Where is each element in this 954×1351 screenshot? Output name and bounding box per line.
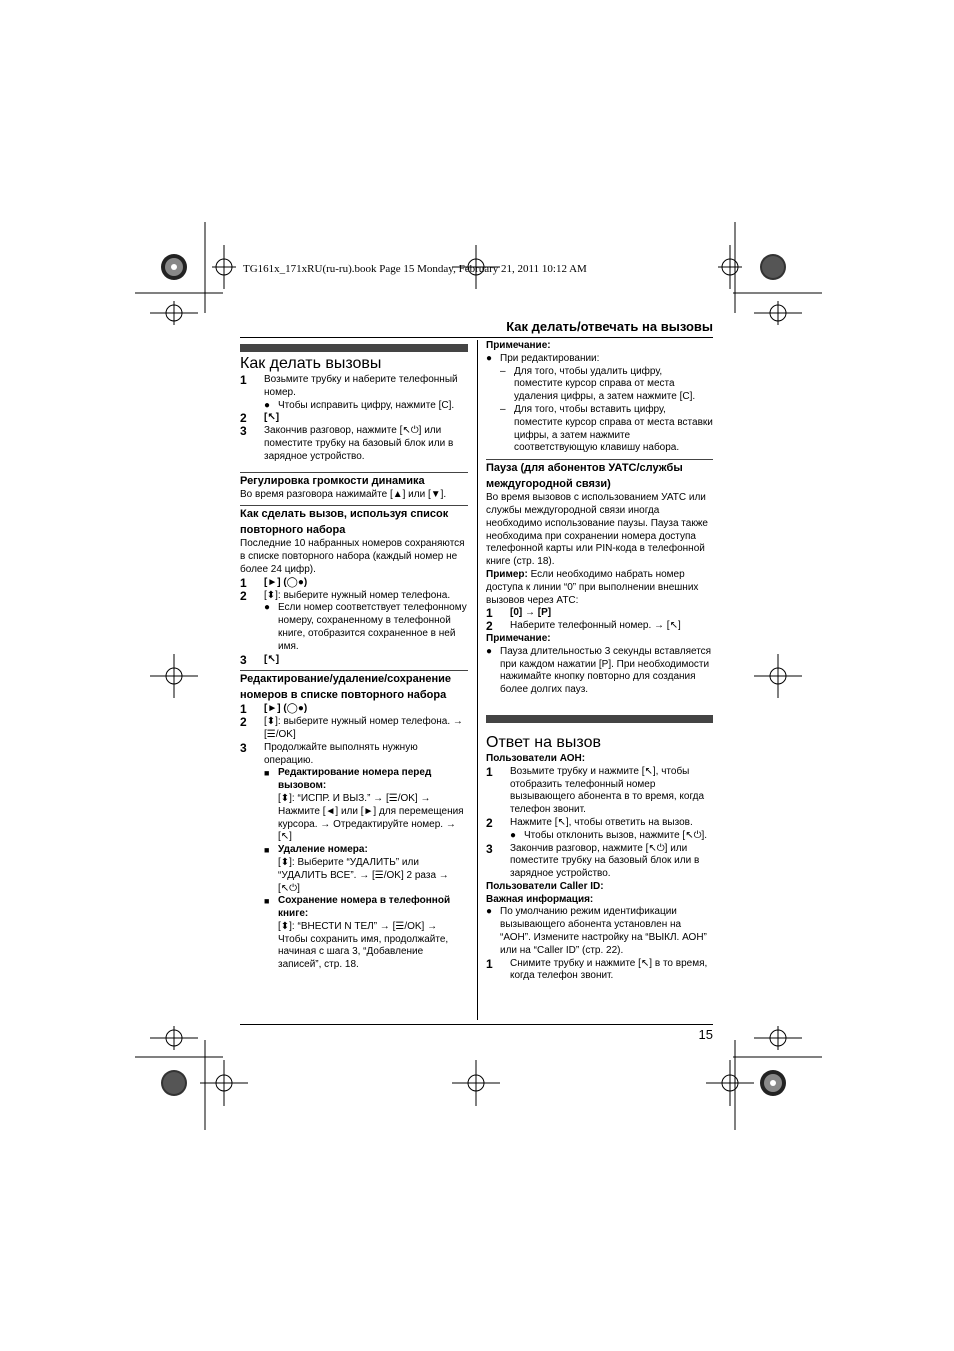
- step-2: 2 Нажмите [↖], чтобы ответить на вызов.: [486, 817, 713, 830]
- step-3: 3 [↖]: [240, 654, 468, 667]
- step-text: [⬍]: выберите нужный номер телефона.: [264, 589, 451, 601]
- running-header: Как делать/отвечать на вызовы: [506, 319, 713, 334]
- bullet: ● Чтобы исправить цифру, нажмите [C].: [264, 399, 455, 411]
- option-text: [⬍]: “ИСПР. И ВЫЗ.” → [☰/OK] → Нажмите [◄] или [►] для перемещения курсора. → Отредактируйте номер. → [↖]: [278, 792, 464, 843]
- example-label: Пример:: [486, 568, 528, 580]
- option-text: [⬍]: “ВНЕСТИ N ТЕЛ” → [☰/OK] → Чтобы сохранить имя, продолжайте, начиная с шага 3, “Добавление записей”, стр. 18.: [278, 920, 449, 971]
- footer-rule: [240, 1024, 713, 1025]
- bullet-text: Пауза длительностью 3 секунды вставляется при каждом нажатии [P]. При необходимости нажимайте кнопку повторно для создания более долгих пауз.: [500, 645, 712, 696]
- section-bar: [240, 344, 468, 352]
- step-text: [►] (◯●): [264, 703, 308, 715]
- step-1: 1 Снимите трубку и нажмите [↖] в то время, когда телефон звонит.: [486, 958, 713, 984]
- volume-text: Во время разговора нажимайте [▲] или [▼].: [240, 488, 447, 500]
- subsection-title-pause: Пауза (для абонентов УАТС/службы междугородной связи): [486, 462, 683, 491]
- subsection-title-edit: Редактирование/удаление/сохранение номеров в списке повторного набора: [240, 673, 451, 702]
- example-text: Если необходимо набрать номер доступа к линии “0” при выполнении внешних вызовов через АТС:: [486, 568, 699, 606]
- step-3: 3 Продолжайте выполнять нужную операцию.: [240, 742, 468, 768]
- step-text: Снимите трубку и нажмите [↖] в то время, когда телефон звонит.: [510, 957, 708, 982]
- bullet: ● При редактировании:: [486, 352, 600, 364]
- dash-item: – Для того, чтобы удалить цифру, поместите курсор справа от места удаления цифры, а затем нажмите [C].: [500, 366, 713, 404]
- bullet-text: Чтобы исправить цифру, нажмите [C].: [278, 399, 455, 411]
- step-text: Закончив разговор, нажмите [↖⏻] или поместите трубку на базовый блок или в зарядное устройство.: [264, 425, 454, 462]
- section-title-calls: Как делать вызовы: [240, 355, 382, 372]
- step-text: [↖]: [264, 412, 280, 424]
- bullet: ● Пауза длительностью 3 секунды вставляется при каждом нажатии [P]. При необходимости нажимайте кнопку повторно для создания более долгих пауз.: [486, 645, 712, 696]
- bullet-text: Чтобы отклонить вызов, нажмите [↖⏻].: [524, 829, 708, 841]
- bullet: ● Чтобы отклонить вызов, нажмите [↖⏻].: [510, 829, 708, 841]
- step-text: Возьмите трубку и нажмите [↖], чтобы отобразить телефонный номер вызывающего абонента в то время, когда телефон звонит.: [510, 765, 705, 816]
- step-text: [↖]: [264, 653, 280, 665]
- option-title: Сохранение номера в телефонной книге:: [278, 895, 451, 920]
- step-1: 1 [►] (◯●): [240, 703, 468, 716]
- step-1: 1 [►] (◯●): [240, 577, 468, 590]
- step-text: [►] (◯●): [264, 576, 308, 588]
- step-text: [⬍]: выберите нужный номер телефона. → [☰/OK]: [264, 716, 463, 740]
- bullet: ● Если номер соответствует телефонному номеру, сохраненному в телефонной книге, отобразится сохраненное в ней имя.: [264, 602, 467, 652]
- dash-text: Для того, чтобы вставить цифру, поместите курсор справа от места вставки цифры, а затем нажмите соответствующую клавишу набора.: [514, 403, 713, 454]
- bullet-text: Если номер соответствует телефонному номеру, сохраненному в телефонной книге, отобразится сохраненное в ней имя.: [278, 602, 467, 652]
- header-rule: [240, 337, 713, 338]
- pause-text: Во время вызовов с использованием УАТС или службы междугородной связи иногда необходимо использование паузы. Пауза также необходима при сохранении номера доступа телефонной карты или PIN-кода в телефонной книге (стр. 18).: [486, 492, 708, 568]
- option-title: Удаление номера:: [278, 844, 368, 856]
- step-text: [0] → [P]: [510, 607, 552, 619]
- important-title: Важная информация:: [486, 893, 594, 905]
- step-2: 2 Наберите телефонный номер. → [↖]: [486, 620, 713, 633]
- step-text: Возьмите трубку и наберите телефонный номер.: [264, 374, 458, 398]
- redial-text: Последние 10 набранных номеров сохраняются в списке повторного набора (каждый номер не более 24 цифр).: [240, 538, 465, 575]
- step-2: 2 [⬍]: выберите нужный номер телефона. → [☰/OK]: [240, 716, 468, 742]
- bullet: ● По умолчанию режим идентификации вызывающего абонента установлен на “АОН”. Измените настройку на “ВЫКЛ. АОН” или на “Caller ID” (стр. 22).: [486, 906, 713, 957]
- section-bar: [486, 715, 713, 723]
- bullet-text: При редактировании:: [500, 352, 600, 364]
- step-1: 1 Возьмите трубку и нажмите [↖], чтобы отобразить телефонный номер вызывающего абонента в то время, когда телефон звонит.: [486, 766, 713, 817]
- option-edit: ■ Редактирование номера перед вызовом: [⬍]: “ИСПР. И ВЫЗ.” → [☰/OK] → Нажмите [◄] или [►] для перемещения курсора. → Отредактируйте номер. → [↖]: [264, 767, 464, 843]
- option-title: Редактирование номера перед вызовом:: [278, 767, 432, 792]
- aon-title: Пользователи АОН:: [486, 752, 586, 764]
- left-column: [240, 344, 468, 972]
- subsection-title-redial: Как сделать вызов, используя список повторного набора: [240, 508, 449, 537]
- dash-text: Для того, чтобы удалить цифру, поместите курсор справа от места удаления цифры, а затем нажмите [C].: [514, 365, 696, 403]
- step-3: 3 Закончив разговор, нажмите [↖⏻] или поместите трубку на базовый блок или в зарядное устройство.: [240, 425, 468, 463]
- option-save: ■ Сохранение номера в телефонной книге: [⬍]: “ВНЕСТИ N ТЕЛ” → [☰/OK] → Чтобы сохранить имя, продолжайте, начиная с шага 3, “Добавление записей”, стр. 18.: [264, 895, 451, 971]
- note-title: Примечание:: [486, 340, 551, 351]
- step-1: 1 [0] → [P]: [486, 607, 713, 620]
- book-info-line: TG161x_171xRU(ru-ru).book Page 15 Monday, February 21, 2011 10:12 AM: [243, 263, 587, 275]
- section-title-answer: Ответ на вызов: [486, 733, 601, 751]
- note-title: Примечание:: [486, 632, 551, 644]
- step-1: 1 Возьмите трубку и наберите телефонный номер.: [240, 374, 468, 400]
- step-text: Продолжайте выполнять нужную операцию.: [264, 741, 418, 766]
- step-2: 2 [⬍]: выберите нужный номер телефона.: [240, 590, 468, 603]
- step-text: Наберите телефонный номер. → [↖]: [510, 620, 681, 632]
- option-text: [⬍]: Выберите “УДАЛИТЬ” или “УДАЛИТЬ ВСЕ”. → [☰/OK] 2 раза → [↖⏻]: [278, 856, 449, 894]
- option-delete: ■ Удаление номера: [⬍]: Выберите “УДАЛИТЬ” или “УДАЛИТЬ ВСЕ”. → [☰/OK] 2 раза → [↖⏻]: [264, 844, 449, 894]
- caller-id-title: Пользователи Caller ID:: [486, 880, 604, 892]
- page-number: 15: [698, 1027, 713, 1042]
- right-column: [486, 340, 713, 983]
- step-text: Закончив разговор, нажмите [↖⏻] или поместите трубку на базовый блок или в зарядное устройство.: [510, 842, 700, 880]
- step-text: Нажмите [↖], чтобы ответить на вызов.: [510, 816, 693, 828]
- step-3: 3 Закончив разговор, нажмите [↖⏻] или поместите трубку на базовый блок или в зарядное устройство.: [486, 843, 713, 881]
- column-divider: [477, 340, 478, 1020]
- step-2: 2 [↖]: [240, 412, 468, 425]
- dash-item: – Для того, чтобы вставить цифру, поместите курсор справа от места вставки цифры, а затем нажмите соответствующую клавишу набора.: [500, 403, 713, 454]
- subsection-title-volume: Регулировка громкости динамика: [240, 474, 425, 487]
- bullet-text: По умолчанию режим идентификации вызывающего абонента установлен на “АОН”. Измените настройку на “ВЫКЛ. АОН” или на “Caller ID” (стр. 22).: [500, 906, 707, 956]
